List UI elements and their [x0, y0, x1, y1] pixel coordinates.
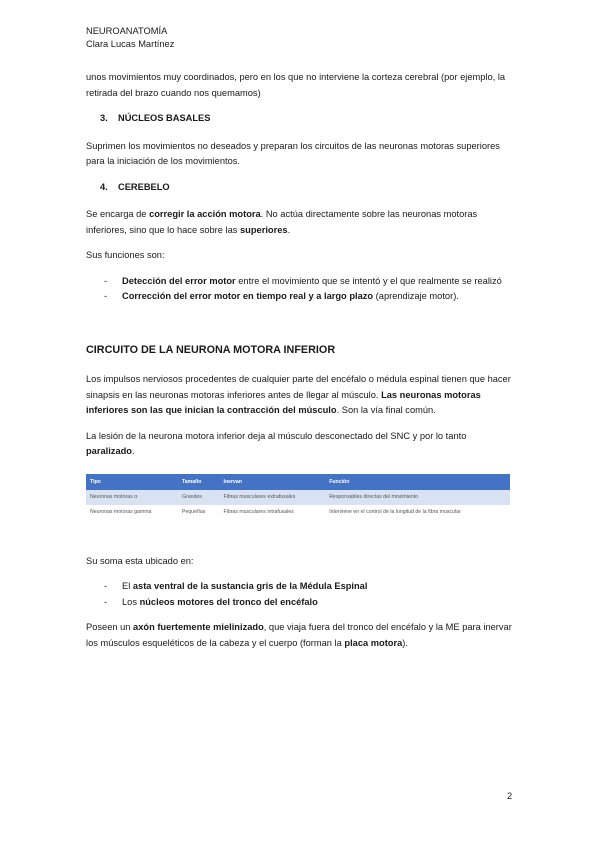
dash-bullet: - — [104, 275, 108, 286]
text-run: La lesión de la neurona motora inferior deja al músculo desconectado del SNC y por lo tanto — [86, 430, 467, 441]
table-cell: Neuronas motoras gamma — [86, 505, 178, 520]
bold-run: Corrección del error motor en tiempo real y a largo plazo — [122, 291, 374, 301]
circuit-section-title: CIRCUITO DE LA NEURONA MOTORA INFERIOR — [86, 343, 336, 356]
section-3-title: NÚCLEOS BASALES — [118, 113, 211, 123]
soma-list — [86, 579, 516, 610]
bold-run: núcleos motores del tronco del encéfalo — [139, 596, 318, 607]
soma-label: Su soma esta ubicado en: — [86, 555, 194, 566]
dash-bullet: - — [104, 291, 108, 301]
section-4-paragraph — [86, 207, 516, 238]
section-3-heading — [86, 111, 516, 127]
section-4-number: 4. — [100, 181, 108, 192]
dash-bullet: - — [104, 596, 108, 607]
bold-run: axón fuertemente mielinizado — [133, 622, 264, 632]
list-item — [86, 289, 516, 305]
circuit-paragraph-3 — [86, 620, 516, 651]
table-cell: Neuronas motoras α — [86, 490, 178, 505]
text-run: . — [287, 224, 291, 235]
table-cell: Responsables directas del movimiento — [325, 490, 510, 505]
text-run: entre el movimiento que se intentó y el que realmente se realizó — [235, 275, 502, 286]
text-run: Poseen un — [86, 622, 134, 632]
bold-run: corregir la acción motora — [149, 209, 261, 219]
page-content — [86, 70, 516, 661]
section-3-text: Suprimen los movimientos no deseados y preparan los circuitos de las neuronas motoras superiores para la iniciación de los movimientos. — [86, 140, 500, 166]
text-run: Los — [122, 596, 140, 607]
table-cell: Grandes — [178, 490, 220, 505]
header-course: NEUROANATOMÍA — [86, 26, 168, 36]
text-run: ). — [402, 637, 408, 648]
text-run: . Son la vía final común. — [336, 405, 436, 415]
motor-neuron-table — [86, 474, 510, 520]
bold-run: Las neuronas motoras inferiores son las que inician la contracción del músculo — [86, 389, 481, 415]
bold-run: placa motora — [344, 637, 403, 648]
table-header-cell: Inervan — [220, 474, 326, 490]
table-cell: Pequeñas — [178, 505, 220, 520]
funciones-list — [86, 274, 516, 305]
text-run: (aprendizaje motor). — [373, 291, 459, 301]
circuit-paragraph-1 — [86, 372, 516, 419]
section-3-number: 3. — [100, 113, 108, 123]
text-run: Los impulsos nerviosos procedentes de cualquier parte del encéfalo o médula espinal tienen que hacer sinapsis en las neuronas motoras inferiores antes de llegar al músculo. — [86, 374, 511, 400]
page-header — [86, 25, 174, 51]
page-number: 2 — [507, 791, 513, 801]
intro-paragraph: unos movimientos muy coordinados, pero en los que no interviene la corteza cerebral (por ejemplo, la retirada del brazo cuando nos quemamos) — [86, 72, 506, 98]
text-run: , que viaja fuera del tronco del encéfalo y la ME para inervar los músculos esqueléticos de la cabeza y el cuerpo (forman la — [86, 622, 512, 648]
table-row — [86, 490, 510, 505]
list-item — [86, 274, 516, 290]
section-4-title: CEREBELO — [118, 181, 170, 192]
table-cell: Fibras musculares intrafusales — [220, 505, 326, 520]
table-row — [86, 505, 510, 520]
section-4-heading — [86, 180, 516, 196]
text-run: . No actúa directamente sobre las neuronas motoras inferiores, sino que lo hace sobre las — [86, 209, 478, 235]
funciones-label: Sus funciones son: — [86, 250, 165, 260]
dash-bullet: - — [104, 581, 108, 591]
table-cell: Interviene en el control de la longitud de la fibra muscular — [325, 505, 510, 520]
table-header-cell: Tipo — [86, 474, 178, 490]
circuit-paragraph-2 — [86, 429, 516, 460]
table-cell: Fibras musculares extrafusales — [220, 490, 326, 505]
bold-run: paralizado — [86, 446, 132, 456]
table-header-cell: Función — [325, 474, 510, 490]
table-header-row — [86, 474, 510, 490]
list-item — [86, 579, 516, 595]
table-header-cell: Tamaño — [178, 474, 220, 490]
bold-run: Detección del error motor — [122, 275, 236, 286]
list-item — [86, 595, 516, 611]
header-author: Clara Lucas Martínez — [86, 39, 175, 49]
text-run: El — [122, 581, 133, 591]
bold-run: asta ventral de la sustancia gris de la Médula Espinal — [132, 581, 368, 591]
bold-run: superiores — [240, 224, 288, 235]
text-run: . — [131, 446, 135, 456]
text-run: Se encarga de — [86, 209, 150, 219]
